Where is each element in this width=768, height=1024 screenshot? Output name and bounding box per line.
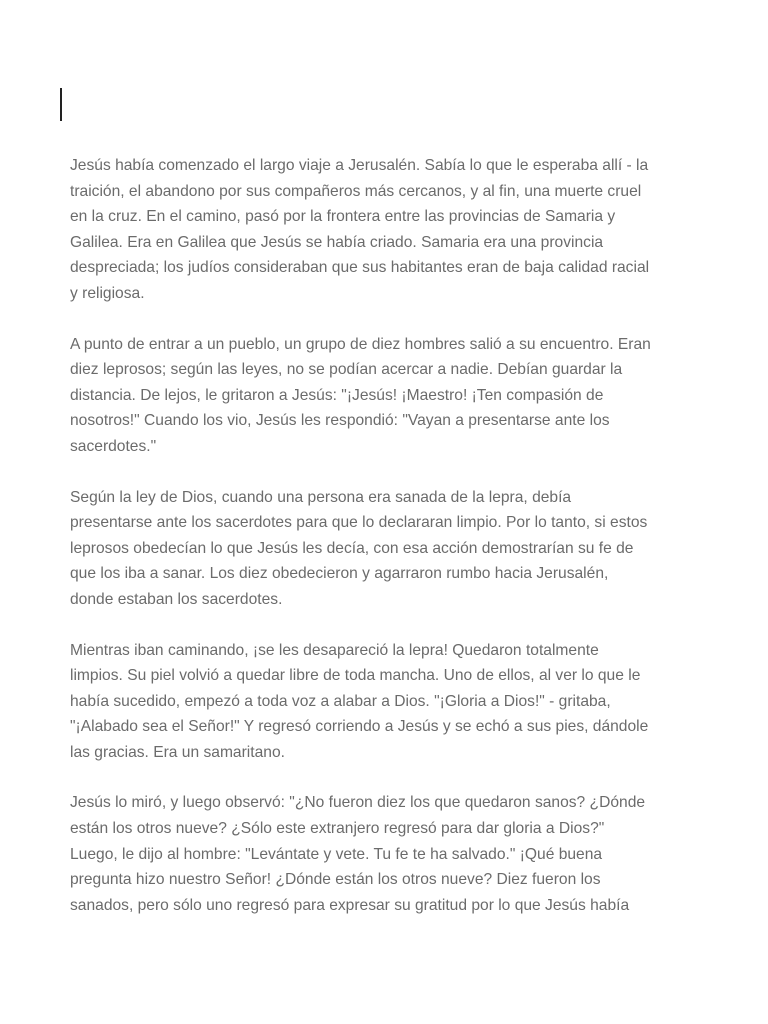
text-line: Mientras iban caminando, ¡se les desapareció la lepra! Quedaron totalmente bbox=[70, 641, 599, 659]
paragraph-5 bbox=[70, 790, 700, 918]
paragraph-1 bbox=[70, 153, 700, 307]
text-line: y religiosa. bbox=[70, 284, 145, 302]
text-line: A punto de entrar a un pueblo, un grupo de diez hombres salió a su encuentro. Eran bbox=[70, 335, 651, 353]
document-body bbox=[70, 153, 700, 943]
text-line: Jesús había comenzado el largo viaje a Jerusalén. Sabía lo que le esperaba allí - la bbox=[70, 157, 649, 174]
text-line: despreciada; los judíos consideraban que sus habitantes eran de baja calidad racial bbox=[70, 259, 650, 277]
text-cursor bbox=[60, 88, 62, 121]
text-line: que los iba a sanar. Los diez obedecieron y agarraron rumbo hacia Jerusalén, bbox=[70, 565, 609, 583]
text-line: leprosos obedecían lo que Jesús les decía, con esa acción demostrarían su fe de bbox=[70, 539, 634, 557]
paragraph-2 bbox=[70, 332, 700, 460]
paragraph-4 bbox=[70, 638, 700, 766]
text-line: donde estaban los sacerdotes. bbox=[70, 590, 283, 608]
text-line: Jesús lo miró, y luego observó: "¿No fueron diez los que quedaron sanos? ¿Dónde bbox=[70, 794, 646, 812]
paragraph-3 bbox=[70, 485, 700, 613]
text-line: sanados, pero sólo uno regresó para expresar su gratitud por lo que Jesús había bbox=[70, 896, 630, 914]
text-line: presentarse ante los sacerdotes para que lo declararan limpio. Por lo tanto, si estos bbox=[70, 514, 648, 532]
text-line: las gracias. Era un samaritano. bbox=[70, 743, 285, 761]
text-line: Según la ley de Dios, cuando una persona era sanada de la lepra, debía bbox=[70, 488, 572, 506]
text-line: están los otros nueve? ¿Sólo este extranjero regresó para dar gloria a Dios?" bbox=[70, 820, 605, 838]
text-line: distancia. De lejos, le gritaron a Jesús: "¡Jesús! ¡Maestro! ¡Ten compasión de bbox=[70, 386, 604, 404]
text-line: había sucedido, empezó a toda voz a alabar a Dios. "¡Gloria a Dios!" - gritaba, bbox=[70, 692, 611, 710]
text-line: "¡Alabado sea el Señor!" Y regresó corriendo a Jesús y se echó a sus pies, dándole bbox=[70, 718, 649, 736]
text-line: en la cruz. En el camino, pasó por la frontera entre las provincias de Samaria y bbox=[70, 208, 616, 226]
text-line: sacerdotes." bbox=[70, 437, 157, 455]
text-line: traición, el abandono por sus compañeros más cercanos, y al fin, una muerte cruel bbox=[70, 182, 642, 200]
text-line: diez leprosos; según las leyes, no se podían acercar a nadie. Debían guardar la bbox=[70, 361, 623, 379]
text-line: pregunta hizo nuestro Señor! ¿Dónde están los otros nueve? Diez fueron los bbox=[70, 871, 601, 889]
text-line: Galilea. Era en Galilea que Jesús se había criado. Samaria era una provincia bbox=[70, 233, 604, 251]
text-line: limpios. Su piel volvió a quedar libre de toda mancha. Uno de ellos, al ver lo que le bbox=[70, 667, 641, 685]
text-line: nosotros!" Cuando los vio, Jesús les respondió: "Vayan a presentarse ante los bbox=[70, 412, 610, 430]
text-line: Luego, le dijo al hombre: "Levántate y vete. Tu fe te ha salvado." ¡Qué buena bbox=[70, 845, 603, 863]
